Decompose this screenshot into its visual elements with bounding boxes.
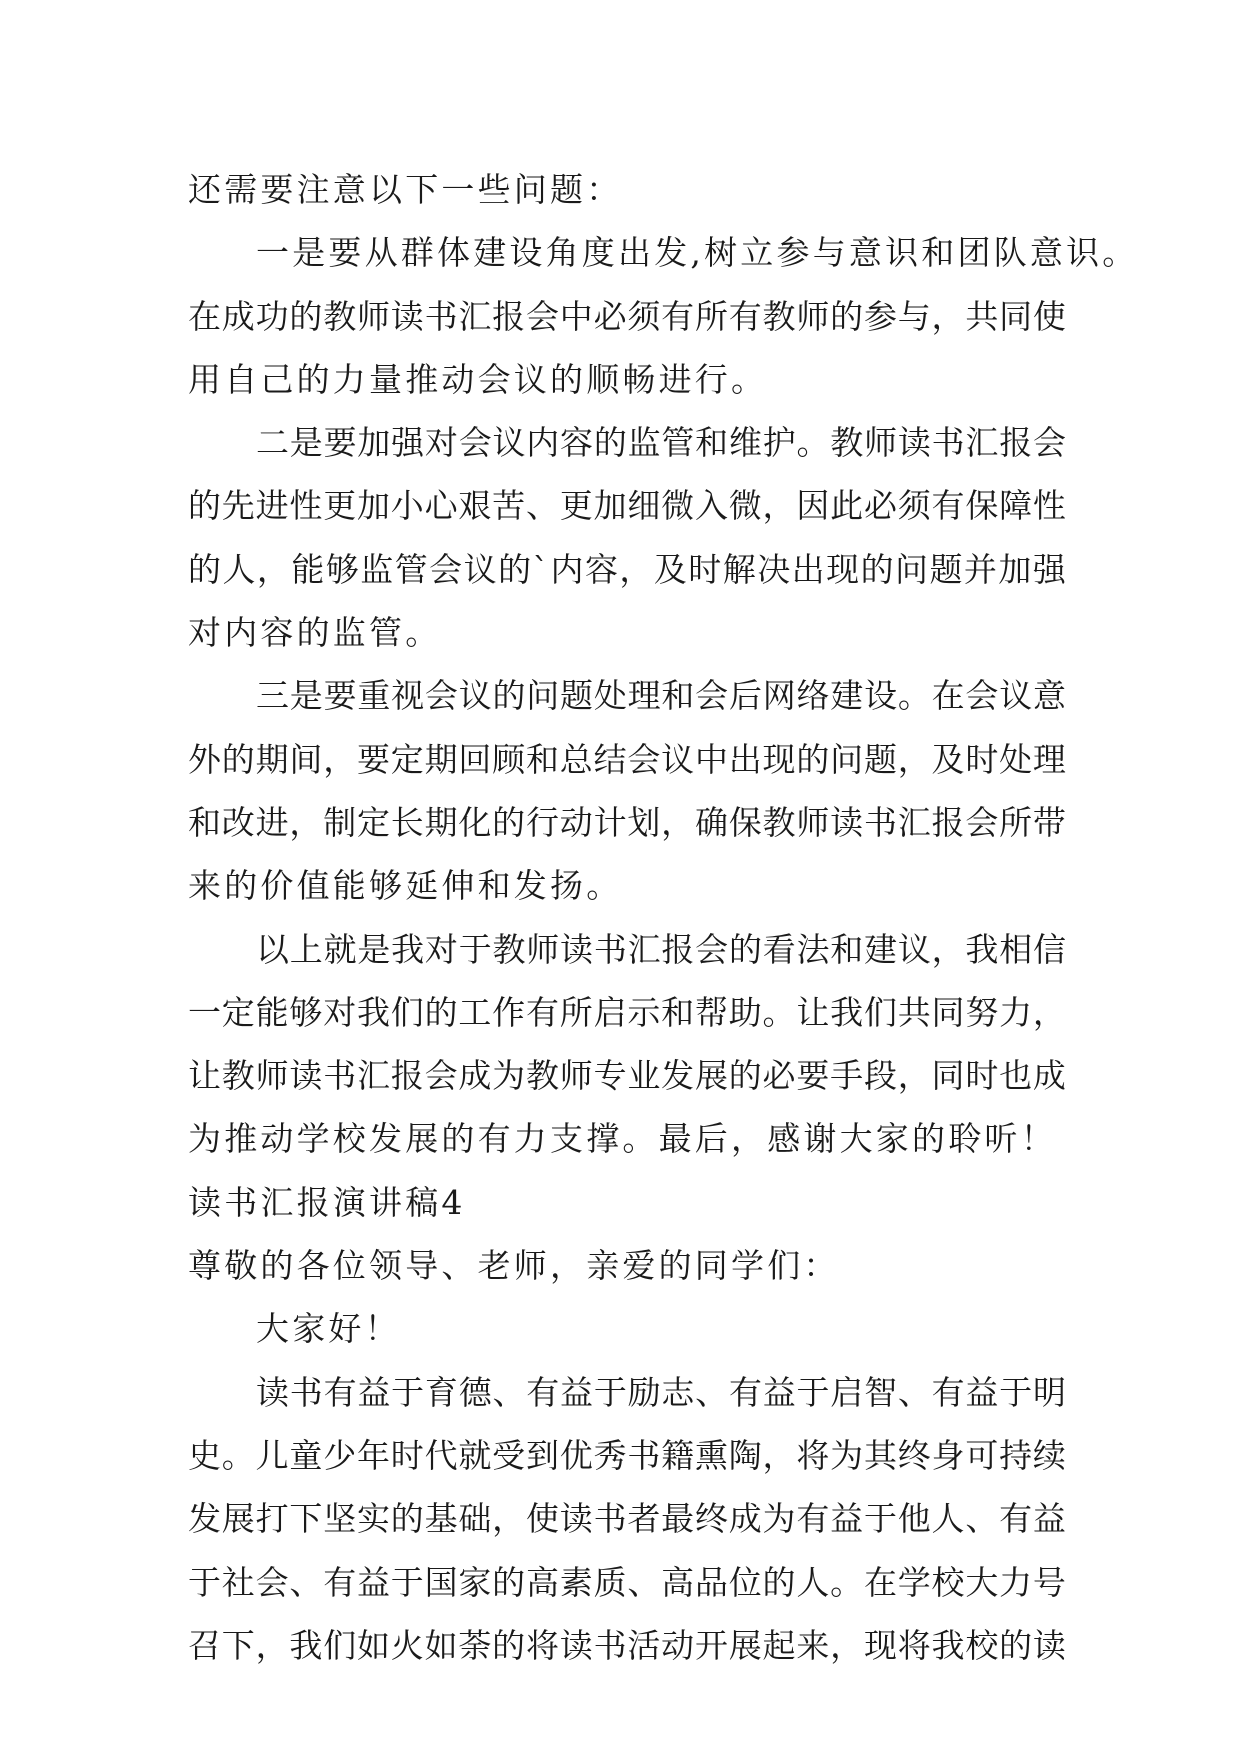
- text-line: 的 先 进 性 更 加 小 心 艰 苦 、 更 加 细 微 入 微 ， 因 此 必 须 有 保 障 性: [188, 486, 1066, 526]
- text-line: 的 人 ， 能 够 监 管 会 议 的 ` 内 容 ， 及 时 解 决 出 现 的 问 题 并 加 强: [188, 549, 1066, 589]
- text-line: 为推动学校发展的有力支撑。最后，感谢大家的聆听！: [188, 1119, 1057, 1159]
- text-line: 来的价值能够延伸和发扬。: [188, 866, 623, 906]
- greeting: 大家好！: [256, 1309, 401, 1349]
- text-line: 史 。 儿 童 少 年 时 代 就 受 到 优 秀 书 籍 熏 陶 ， 将 为 其 终 身 可 持 续: [188, 1435, 1066, 1475]
- text-line: 外 的 期 间 ， 要 定 期 回 顾 和 总 结 会 议 中 出 现 的 问 题 ， 及 时 处 理: [188, 739, 1066, 779]
- text-line: 用自己的力量推动会议的顺畅进行。: [188, 359, 768, 399]
- section-title: 读书汇报演讲稿4: [188, 1182, 466, 1222]
- text-line: 召 下 ， 我 们 如 火 如 荼 的 将 读 书 活 动 开 展 起 来 ， 现 将 我 校 的 读: [188, 1625, 1066, 1665]
- text-line: 在 成 功 的 教 师 读 书 汇 报 会 中 必 须 有 所 有 教 师 的 参 与 ， 共 同 使: [188, 296, 1066, 336]
- document-body: [188, 158, 1139, 1677]
- text-line: 还需要注意以下一些问题：: [188, 170, 623, 209]
- paragraph-line-point-one: 一是要从群体建设角度出发,树立参与意识和团队意识。: [256, 233, 1139, 273]
- text-line: 让 教 师 读 书 汇 报 会 成 为 教 师 专 业 发 展 的 必 要 手 段 ， 同 时 也 成: [188, 1056, 1066, 1096]
- salutation: 尊敬的各位领导、老师，亲爱的同学们：: [188, 1246, 840, 1286]
- text-line: 和 改 进 ， 制 定 长 期 化 的 行 动 计 划 ， 确 保 教 师 读 书 汇 报 会 所 带: [188, 802, 1066, 842]
- text-line: 于 社 会 、 有 益 于 国 家 的 高 素 质 、 高 品 位 的 人 。 在 学 校 大 力 号: [188, 1562, 1066, 1602]
- paragraph-line-point-three: 三 是 要 重 视 会 议 的 问 题 处 理 和 会 后 网 络 建 设 。 在 会 议 意: [256, 676, 1066, 716]
- paragraph-line-point-two: 二 是 要 加 强 对 会 议 内 容 的 监 管 和 维 护 。 教 师 读 书 汇 报 会: [256, 423, 1066, 463]
- paragraph-line-intro: 读 书 有 益 于 育 德 、 有 益 于 励 志 、 有 益 于 启 智 、 有 益 于 明: [256, 1372, 1066, 1412]
- text-line: 一 定 能 够 对 我 们 的 工 作 有 所 启 示 和 帮 助 。 让 我 们 共 同 努 力 ，: [188, 992, 1066, 1032]
- paragraph-line-conclusion: 以 上 就 是 我 对 于 教 师 读 书 汇 报 会 的 看 法 和 建 议 ， 我 相 信: [256, 929, 1066, 969]
- text-line: 发 展 打 下 坚 实 的 基 础 ， 使 读 书 者 最 终 成 为 有 益 于 他 人 、 有 益: [188, 1499, 1066, 1539]
- text-line: 对内容的监管。: [188, 613, 442, 653]
